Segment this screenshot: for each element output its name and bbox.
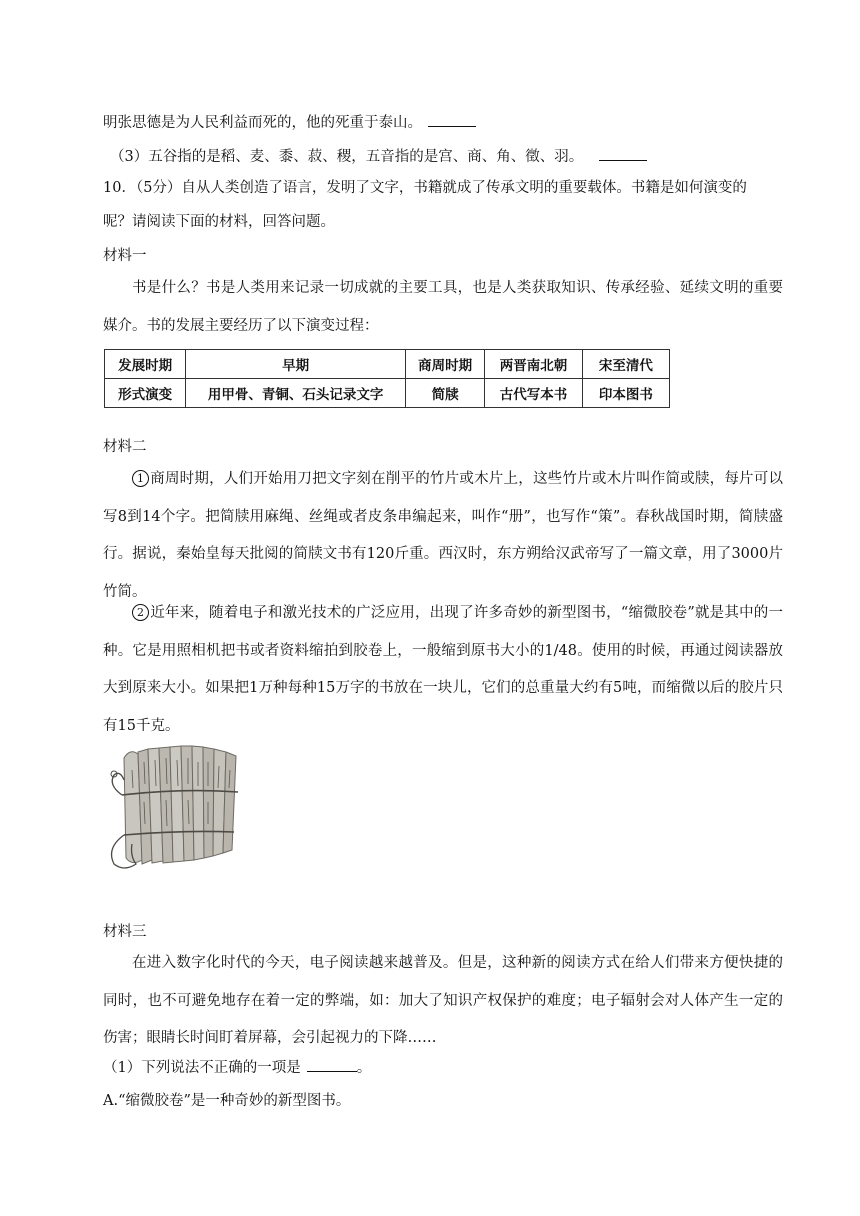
- material2-paragraph-2: 2 近年来，随着电子和激光技术的广泛应用，出现了许多奇妙的新型图书，“缩微胶卷”就是其中的一种。它是用照相机把书或者资料缩拍到胶卷上，一般缩到原书大小的1/48。使用的时候，再通过阅读器放大到原来大小。如果把1万种每种15万字的书放在一块儿，它们的总重量大约有5吨，而缩微以后的胶片只有15千克。: [103, 605, 783, 734]
- book-evolution-table: [104, 349, 670, 408]
- answer-blank[interactable]: [428, 112, 476, 127]
- q10-intro-line2: 呢？请阅读下面的材料，回答问题。: [103, 214, 335, 230]
- material2-title: 材料二: [103, 439, 147, 455]
- circled-number-2: 2: [132, 604, 149, 621]
- table-cell: 商周时期: [406, 350, 485, 379]
- q9-item-3: （3）五谷指的是稻、麦、黍、菽、稷，五音指的是宫、商、角、徵、羽。: [110, 146, 647, 167]
- q9-line-end: 明张思德是为人民利益而死的，他的死重于泰山。: [103, 112, 476, 133]
- table-cell: 古代写本书: [485, 379, 582, 408]
- table-cell: 形式演变: [105, 379, 186, 408]
- table-cell: 印本图书: [582, 379, 669, 408]
- table-cell: 用甲骨、青铜、石头记录文字: [186, 379, 406, 408]
- q10-intro-line1: 10．（5分）自从人类创造了语言，发明了文字，书籍就成了传承文明的重要载体。书籍是如何演变的: [103, 180, 747, 196]
- bamboo-slips-photo: [102, 740, 252, 880]
- table-row: [105, 379, 670, 408]
- answer-blank[interactable]: [307, 1057, 357, 1072]
- table-cell: 宋至清代: [582, 350, 669, 379]
- material3-text: 在进入数字化时代的今天，电子阅读越来越普及。但是，这种新的阅读方式在给人们带来方便快捷的同时，也不可避免地存在着一定的弊端，如：加大了知识产权保护的难度；电子辐射会对人体产生一定的伤害；眼睛长时间盯着屏幕，会引起视力的下降……: [103, 955, 783, 1046]
- table-cell: 简牍: [406, 379, 485, 408]
- material1-text: 书是什么？书是人类用来记录一切成就的主要工具，也是人类获取知识、传承经验、延续文明的重要媒介。书的发展主要经历了以下演变过程：: [103, 280, 783, 334]
- bamboo-slips-illustration: [111, 746, 238, 868]
- material1-title: 材料一: [103, 248, 147, 264]
- table-cell: 发展时期: [105, 350, 186, 379]
- circled-number-1: 1: [132, 470, 149, 487]
- table-cell: 早期: [186, 350, 406, 379]
- answer-blank[interactable]: [599, 146, 647, 161]
- material2-paragraph-1: 1 商周时期，人们开始用刀把文字刻在削平的竹片或木片上，这些竹片或木片叫作简或牍，每片可以写8到14个字。把简牍用麻绳、丝绳或者皮条串编起来，叫作“册”，也写作“策”。春秋战国时期，简牍盛行。据说，秦始皇每天批阅的简牍文书有120斤重。西汉时，东方朔给汉武帝写了一篇文章，用了3000片竹简。: [103, 471, 783, 600]
- table-row: [105, 350, 670, 379]
- material3-title: 材料三: [103, 924, 147, 940]
- option-a[interactable]: A.“缩微胶卷”是一种奇妙的新型图书。: [103, 1093, 351, 1109]
- table-cell: 两晋南北朝: [485, 350, 582, 379]
- question-1: （1）下列说法不正确的一项是 。: [103, 1057, 371, 1078]
